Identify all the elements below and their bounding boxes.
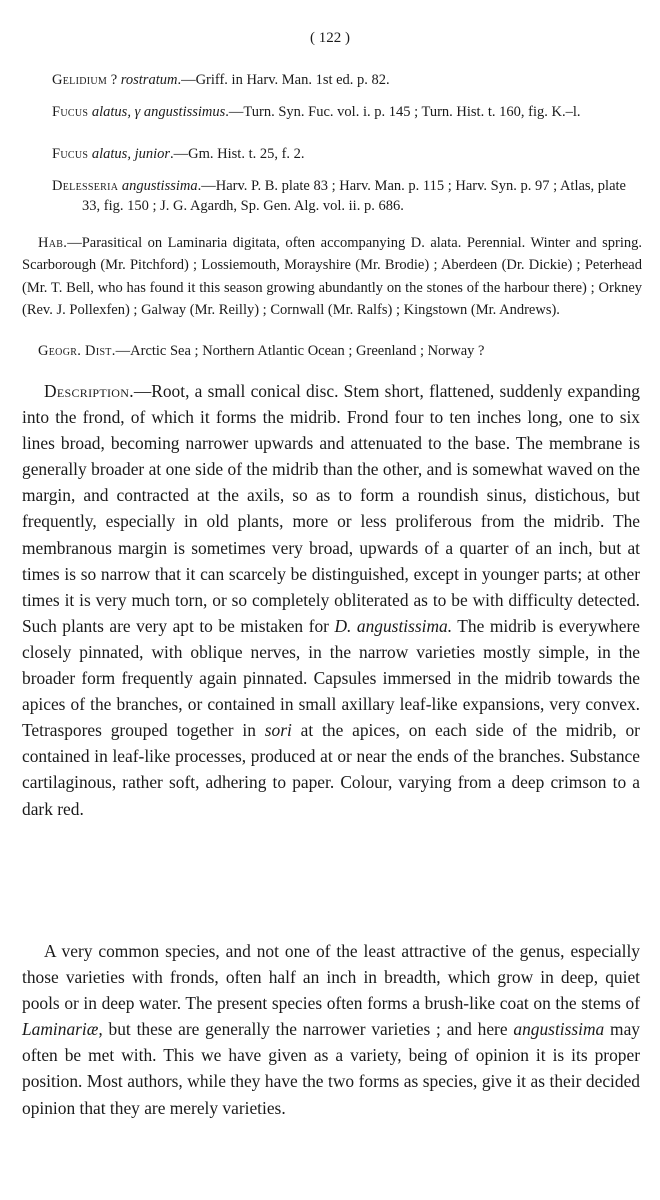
synonym-species: angustissima [121,178,198,194]
remarks-text: but these are generally the narrower varieties ; and here [102,1019,514,1040]
remarks-paragraph [22,938,640,1121]
synonym-entry [52,176,642,216]
synonym-species: rostratum [120,72,178,88]
remarks-italic-genus: Laminariæ, [22,1019,103,1040]
synonym-genus: Fucus [52,104,89,120]
synonym-entry [52,144,642,164]
synonym-entry [52,70,642,90]
remarks-text: may often be met with. This we have given as a variety, being of opinion it is its proper position. Most authors, while they have the two forms as species, give it as their decided opinion that they are merely varieties. [22,1019,640,1118]
synonym-entry [52,102,642,122]
synonym-genus: Fucus [52,146,89,162]
description-italic-species: D. angustissima. [334,615,453,636]
synonym-reference: .—Griff. in Harv. Man. 1st ed. p. 82. [177,72,390,88]
description-text: —Root, a small conical disc. Stem short, flattened, suddenly expanding into the frond, of which it forms the midrib. Frond four to ten inches long, one to six lines broad, becoming narrower upwards and attenuated to the base. The membrane is generally broader at one side of the midrib than the other, and is somewhat waved on the margin, and contracted at the axils, so as to form a roundish sinus, distichous, but frequently, especially in old plants, more or less proliferous from the midrib. The membranous margin is sometimes very broad, upwards of a quarter of an inch, but at times is so narrow that it can scarcely be distinguished, except in younger parts; at other times it is very much torn, or so completely obliterated as to be with difficulty detected. Such plants are very apt to be mistaken for [22,381,640,636]
description-text: at the apices, on each side of the midrib, or contained in leaf-like processes, produced at or near the ends of the branches. Substance cartilaginous, rather soft, adhering to paper. Colour, varying from a deep crimson to a dark red. [22,720,640,819]
habitat-paragraph [22,232,642,321]
description-paragraph [22,378,640,822]
habitat-label: Hab. [38,235,68,251]
synonym-reference: .—Turn. Syn. Fuc. vol. i. p. 145 ; Turn. Hist. t. 160, fig. K.–l. [225,104,581,120]
remarks-text: A very common species, and not one of the least attractive of the genus, especially those varieties with fronds, often half an inch in breadth, which grow in deep, quiet pools or in deep water. The present species often forms a brush-like coat on the stems of [22,941,640,1014]
description-text: The midrib is everywhere closely pinnated, with oblique nerves, in the narrow varieties mostly simple, in the broader form frequently again pinnated. Capsules immersed in the midrib towards the apices of the branches, or contained in small axillary leaf-like expansions, very convex. Tetraspores grouped together in [22,615,641,741]
description-italic-term: sori [264,720,292,741]
geographic-distribution-text: —Arctic Sea ; Northern Atlantic Ocean ; Greenland ; Norway ? [115,343,485,359]
synonym-qualifier: ? [107,72,121,88]
synonym-reference: .—Gm. Hist. t. 25, f. 2. [170,146,305,162]
synonym-reference: .—Harv. P. B. plate 83 ; Harv. Man. p. 115 ; Harv. Syn. p. 97 ; Atlas, plate 33, fig. 150 ; J. G. Agardh, Sp. Gen. Alg. vol. ii. p. 686. [82,178,626,214]
description-label: Description. [44,381,134,401]
page-number: ( 122 ) [310,30,350,46]
synonym-genus: Gelidium [52,72,108,88]
synonym-genus: Delesseria [52,178,119,194]
synonym-species: alatus, γ angustissimus [91,104,226,120]
synonym-species: alatus, junior [91,146,171,162]
geographic-distribution [38,341,642,361]
remarks-italic-species: angustissima [513,1019,605,1040]
geographic-distribution-label: Geogr. Dist. [38,343,116,359]
habitat-text: —Parasitical on Laminaria digitata, often accompanying D. alata. Perennial. Winter and spring. Scarborough (Mr. Pitchford) ; Lossiemouth, Morayshire (Mr. Brodie) ; Aberdeen (Dr. Dickie) ; Peterhead (Mr. T. Bell, who has found it this season growing abundantly on the stones of the harbour there) ; Orkney (Rev. J. Pollexfen) ; Galway (Mr. Reilly) ; Cornwall (Mr. Ralfs) ; Kingstown (Mr. Andrews). [22,235,642,318]
